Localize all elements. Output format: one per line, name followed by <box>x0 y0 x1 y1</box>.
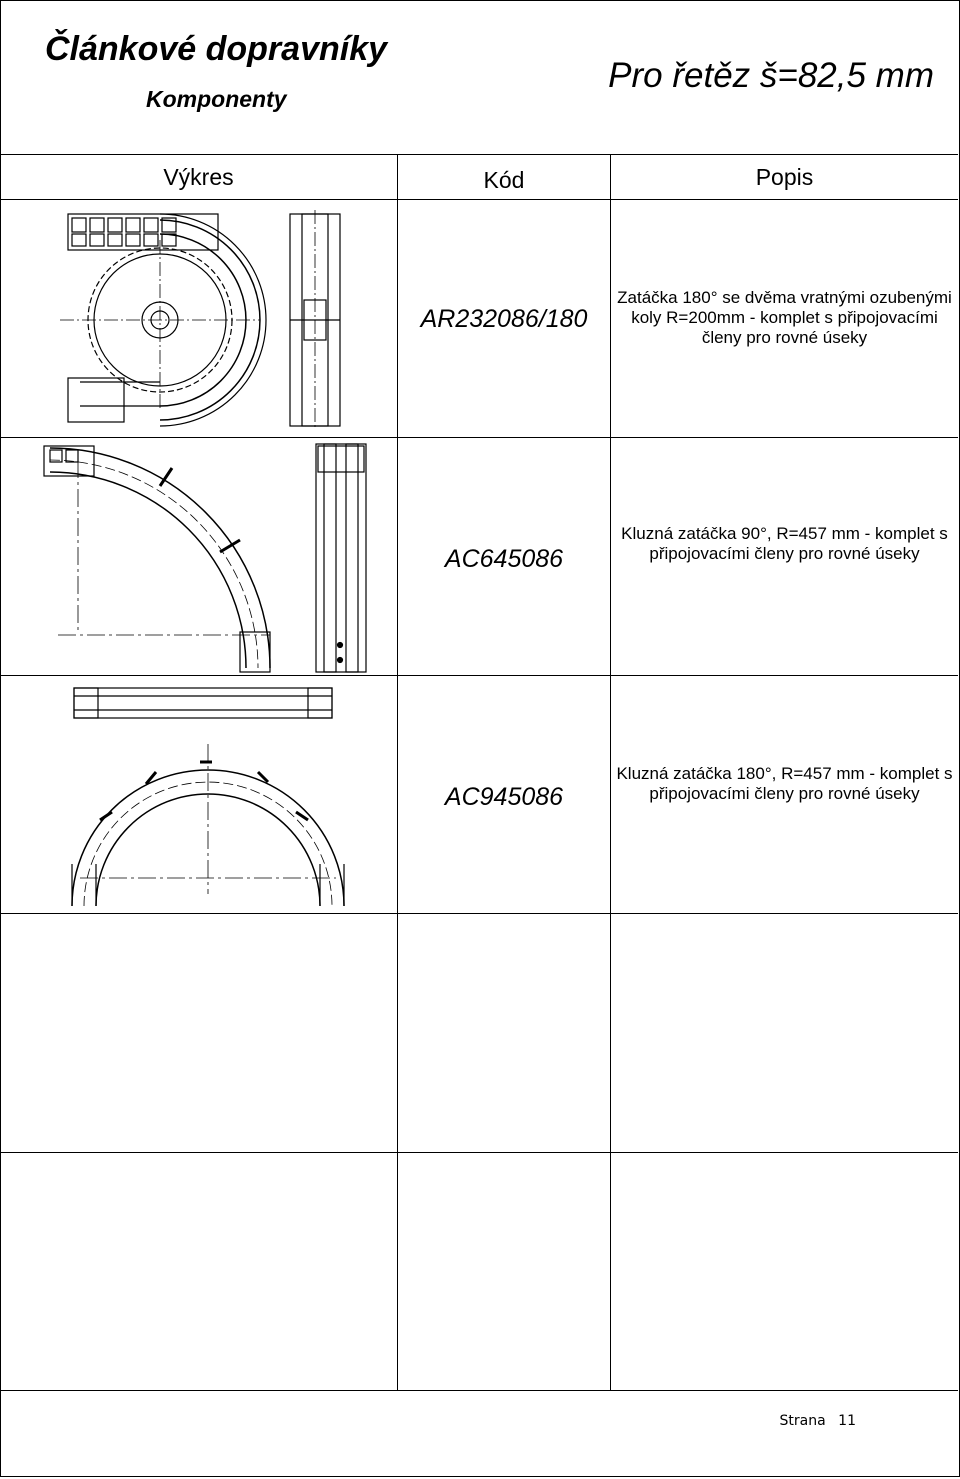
chain-spec: Pro řetěz š=82,5 mm <box>608 56 934 95</box>
column-header-description: Popis <box>755 164 814 190</box>
component-code: AR232086/180 <box>420 305 588 333</box>
column-header-code: Kód <box>483 167 525 193</box>
drawing-180-curve-sprockets <box>60 210 350 430</box>
page-footer <box>780 1413 856 1429</box>
column-header-drawing: Výkres <box>163 164 234 190</box>
component-code: AC945086 <box>444 783 564 811</box>
row-divider <box>0 675 958 676</box>
page-label: Strana <box>779 1413 826 1429</box>
table-bottom-border <box>0 1390 958 1391</box>
component-description: Kluzná zatáčka 90°, R=457 mm - komplet s připojovacími členy pro rovné úseky <box>621 524 948 563</box>
row-divider <box>0 1152 958 1153</box>
page-subtitle: Komponenty <box>146 86 287 112</box>
component-description: Kluzná zatáčka 180°, R=457 mm - komplet s připojovacími členy pro rovné úseky <box>616 764 953 803</box>
column-divider <box>397 154 398 1390</box>
row-divider <box>0 913 958 914</box>
drawing-180-curve-slide <box>60 684 350 912</box>
drawing-90-curve <box>40 440 380 675</box>
header-row-border <box>0 199 958 200</box>
page-number: 11 <box>838 1413 856 1429</box>
component-code: AC645086 <box>444 545 564 573</box>
component-description: Zatáčka 180° se dvěma vratnými ozubenými koly R=200mm - komplet s připojovacími členy pro rovné úseky <box>617 288 952 347</box>
page-title: Článkové dopravníky <box>45 30 388 68</box>
table-top-border <box>0 154 958 155</box>
row-divider <box>0 437 958 438</box>
